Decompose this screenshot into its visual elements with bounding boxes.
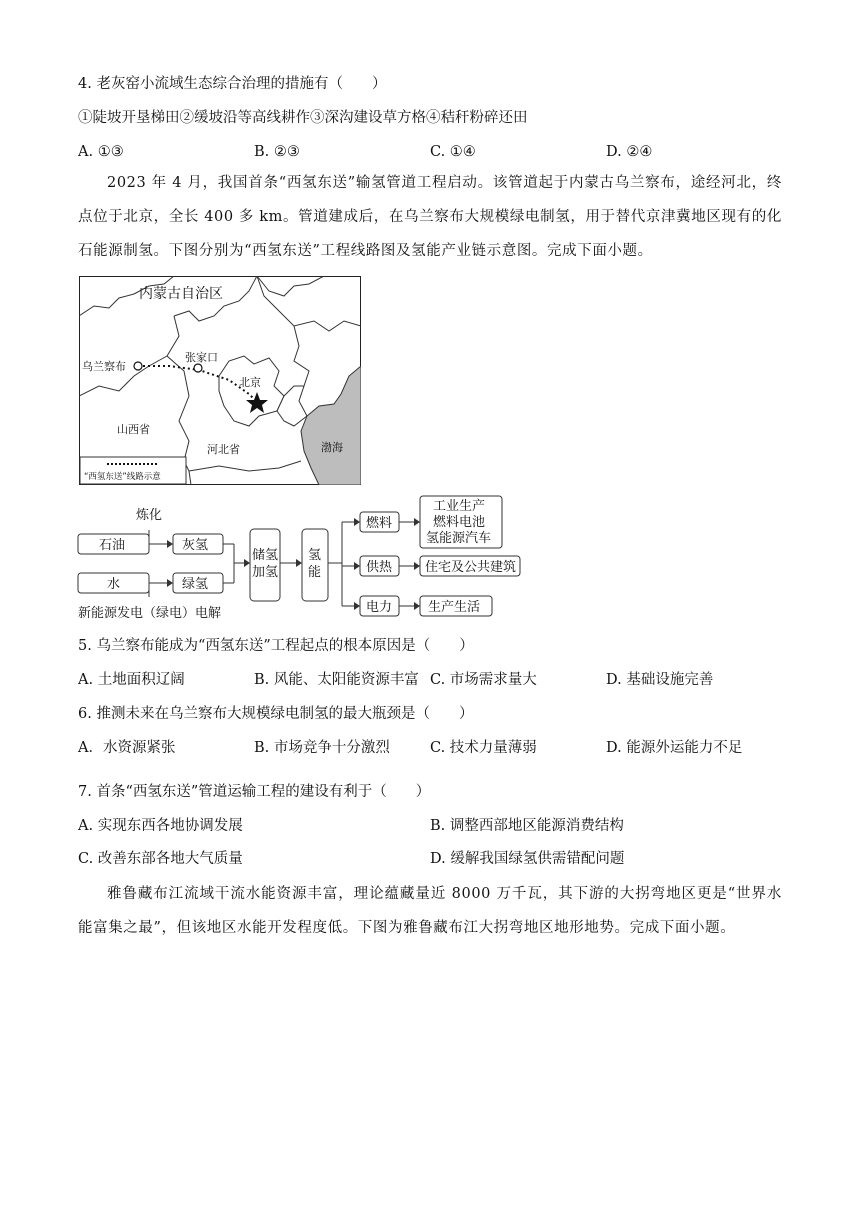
q6-option-c: C. 技术力量薄弱 bbox=[430, 740, 537, 756]
hydrogen-industry-chain bbox=[74, 494, 534, 622]
map-label-zhangjiakou: 张家口 bbox=[185, 351, 218, 364]
map-label-shanxi: 山西省 bbox=[117, 423, 150, 436]
flow-use-heat: 供热 bbox=[366, 560, 393, 575]
flow-center-line2: 能 bbox=[308, 565, 322, 580]
q7-option-a: A. 实现东西各地协调发展 bbox=[78, 818, 243, 834]
q5-stem: 5. 乌兰察布能成为“西氢东送”工程起点的根本原因是（ ） bbox=[78, 638, 474, 654]
map-legend-label: “西氢东送”线路示意 bbox=[84, 472, 161, 482]
q4-option-a: A. ①③ bbox=[78, 144, 124, 160]
q4-stem: 4. 老灰窑小流域生态综合治理的措施有（ ） bbox=[78, 76, 387, 92]
q6-option-a: A．水资源紧张 bbox=[78, 740, 176, 756]
q4-option-c: C. ①④ bbox=[430, 144, 476, 160]
flow-target-buildings: 住宅及公共建筑 bbox=[425, 560, 517, 575]
q5-option-c: C. 市场需求量大 bbox=[430, 672, 537, 688]
ulanqab-point bbox=[134, 362, 142, 370]
q7-option-d: D. 缓解我国绿氢供需错配问题 bbox=[430, 851, 625, 867]
map-label-bohai: 渤海 bbox=[321, 441, 343, 454]
flow-green-hydrogen: 绿氢 bbox=[182, 577, 209, 592]
flow-target-vehicle: 氢能源汽车 bbox=[426, 531, 492, 546]
flow-center-line1: 氢 bbox=[308, 548, 322, 563]
q6-option-b: B. 市场竞争十分激烈 bbox=[254, 740, 390, 756]
q6-stem: 6. 推测未来在乌兰察布大规模绿电制氢的最大瓶颈是（ ） bbox=[78, 706, 474, 722]
q7-option-b: B. 调整西部地区能源消费结构 bbox=[430, 818, 624, 834]
passage-hydrogen: 2023 年 4 月，我国首条“西氢东送”输氢管道工程启动。该管道起于内蒙古乌兰察布，途经河北，终点位于北京，全长 400 多 km。管道建成后，在乌兰察布大规模绿电制氢，用于替代京津冀地区现有的化石能源制氢。下图分别为“西氢东送”工程线路图及氢能产业链示意图。完成下面小题。 bbox=[78, 175, 782, 259]
flow-target-industry: 工业生产 bbox=[433, 499, 486, 514]
map-label-hebei: 河北省 bbox=[207, 443, 240, 456]
q4-items: ①陡坡开垦梯田②缓坡沿等高线耕作③深沟建设草方格④秸秆粉碎还田 bbox=[78, 110, 528, 126]
flow-target-fuelcell: 燃料电池 bbox=[433, 515, 486, 530]
passage-yarlung: 雅鲁藏布江流域干流水能资源丰富，理论蕴藏量近 8000 万千瓦，其下游的大拐弯地区更是“世界水能富集之最”，但该地区水能开发程度低。下图为雅鲁藏布江大拐弯地区地形地势。完成下面小题。 bbox=[78, 886, 782, 936]
flow-use-fuel: 燃料 bbox=[366, 516, 393, 531]
map-label-beijing: 北京 bbox=[239, 376, 261, 389]
flow-target-production: 生产生活 bbox=[428, 600, 481, 615]
flow-use-power: 电力 bbox=[366, 600, 393, 615]
map-region-title: 内蒙古自治区 bbox=[139, 286, 223, 302]
flow-input-oil: 石油 bbox=[99, 538, 126, 553]
q5-option-b: B. 风能、太阳能资源丰富 bbox=[254, 672, 419, 688]
pipeline-route-map bbox=[79, 276, 361, 485]
q7-stem: 7. 首条“西氢东送”管道运输工程的建设有利于（ ） bbox=[78, 784, 431, 800]
q7-option-c: C. 改善东部各地大气质量 bbox=[78, 851, 243, 867]
q5-option-a: A. 土地面积辽阔 bbox=[78, 672, 185, 688]
flow-label-electrolysis: 新能源发电（绿电）电解 bbox=[78, 606, 222, 621]
flow-grey-hydrogen: 灰氢 bbox=[182, 538, 209, 553]
q4-option-b: B. ②③ bbox=[254, 144, 300, 160]
flow-storage-line2: 加氢 bbox=[252, 565, 279, 580]
flow-label-refining: 炼化 bbox=[136, 508, 163, 523]
q6-option-d: D. 能源外运能力不足 bbox=[606, 740, 743, 756]
zhangjiakou-point bbox=[194, 364, 202, 372]
q5-option-d: D. 基础设施完善 bbox=[606, 672, 714, 688]
q4-option-d: D. ②④ bbox=[606, 144, 653, 160]
flow-storage-line1: 储氢 bbox=[252, 548, 279, 563]
flow-input-water: 水 bbox=[107, 577, 121, 592]
map-label-ulanqab: 乌兰察布 bbox=[82, 360, 126, 373]
